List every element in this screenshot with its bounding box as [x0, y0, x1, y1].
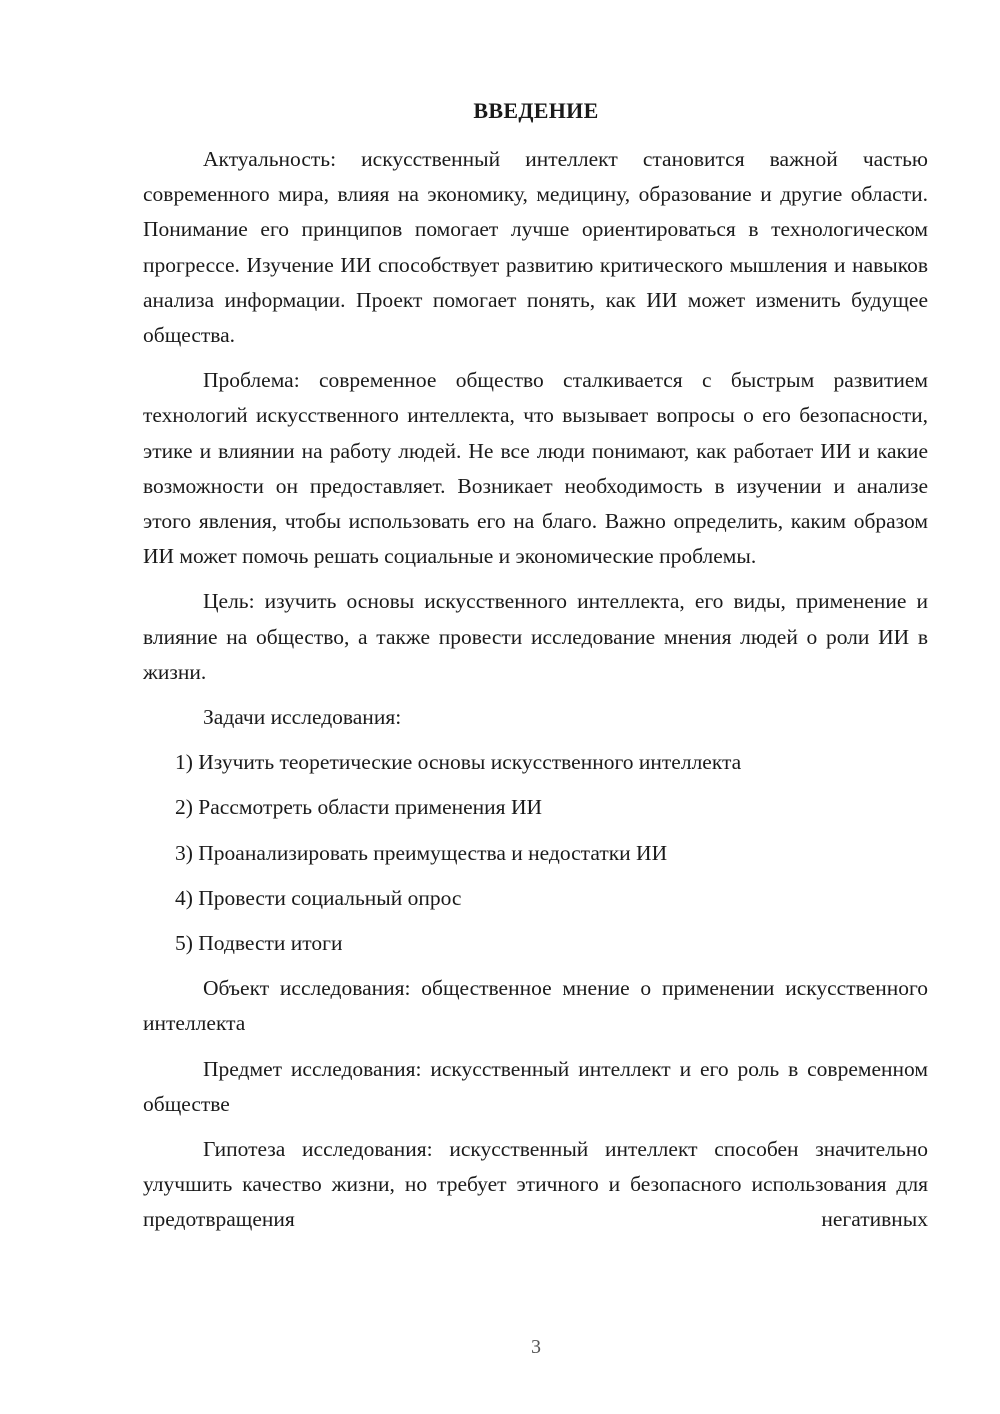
task-item-3: 3) Проанализировать преимущества и недостатки ИИ [175, 840, 668, 865]
task-item-5: 5) Подвести итоги [175, 931, 343, 956]
task-item-2: 2) Рассмотреть области применения ИИ [175, 795, 543, 820]
task-item-4: 4) Провести социальный опрос [175, 885, 462, 910]
page-title: ВВЕДЕНИЕ [473, 98, 599, 123]
subject-paragraph: Предмет исследования: искусственный интеллект и его роль в современном обществе [143, 1056, 928, 1116]
task-item-1: 1) Изучить теоретические основы искусственного интеллекта [175, 750, 742, 775]
tasks-heading: Задачи исследования: [203, 705, 402, 730]
page-number: 3 [531, 1336, 541, 1358]
relevance-paragraph: Актуальность: искусственный интеллект становится важной частью современного мира, влияя на экономику, медицину, образование и другие области. Понимание его принципов помогает лучше ориентироваться в технологическом прогрессе. Изучение ИИ способствует развитию критического мышления и навыков анализа информации. Проект помогает понять, как ИИ может изменить будущее общества. [143, 147, 928, 348]
page-body [143, 142, 928, 1238]
goal-paragraph: Цель: изучить основы искусственного интеллекта, его виды, применение и влияние на общество, а также провести исследование мнения людей о роли ИИ в жизни. [143, 589, 928, 684]
problem-paragraph: Проблема: современное общество сталкивается с быстрым развитием технологий искусственного интеллекта, что вызывает вопросы о его безопасности, этике и влиянии на работу людей. Не все люди понимают, как работает ИИ и какие возможности он предоставляет. Возникает необходимость в изучении и анализе этого явления, чтобы использовать его на благо. Важно определить, каким образом ИИ может помочь решать социальные и экономические проблемы. [143, 368, 928, 569]
object-paragraph: Объект исследования: общественное мнение о применении искусственного интеллекта [143, 976, 928, 1036]
hypothesis-paragraph: Гипотеза исследования: искусственный интеллект способен значительно улучшить качество жизни, но требует этичного и безопасного использования для предотвращения негативных [143, 1137, 928, 1232]
